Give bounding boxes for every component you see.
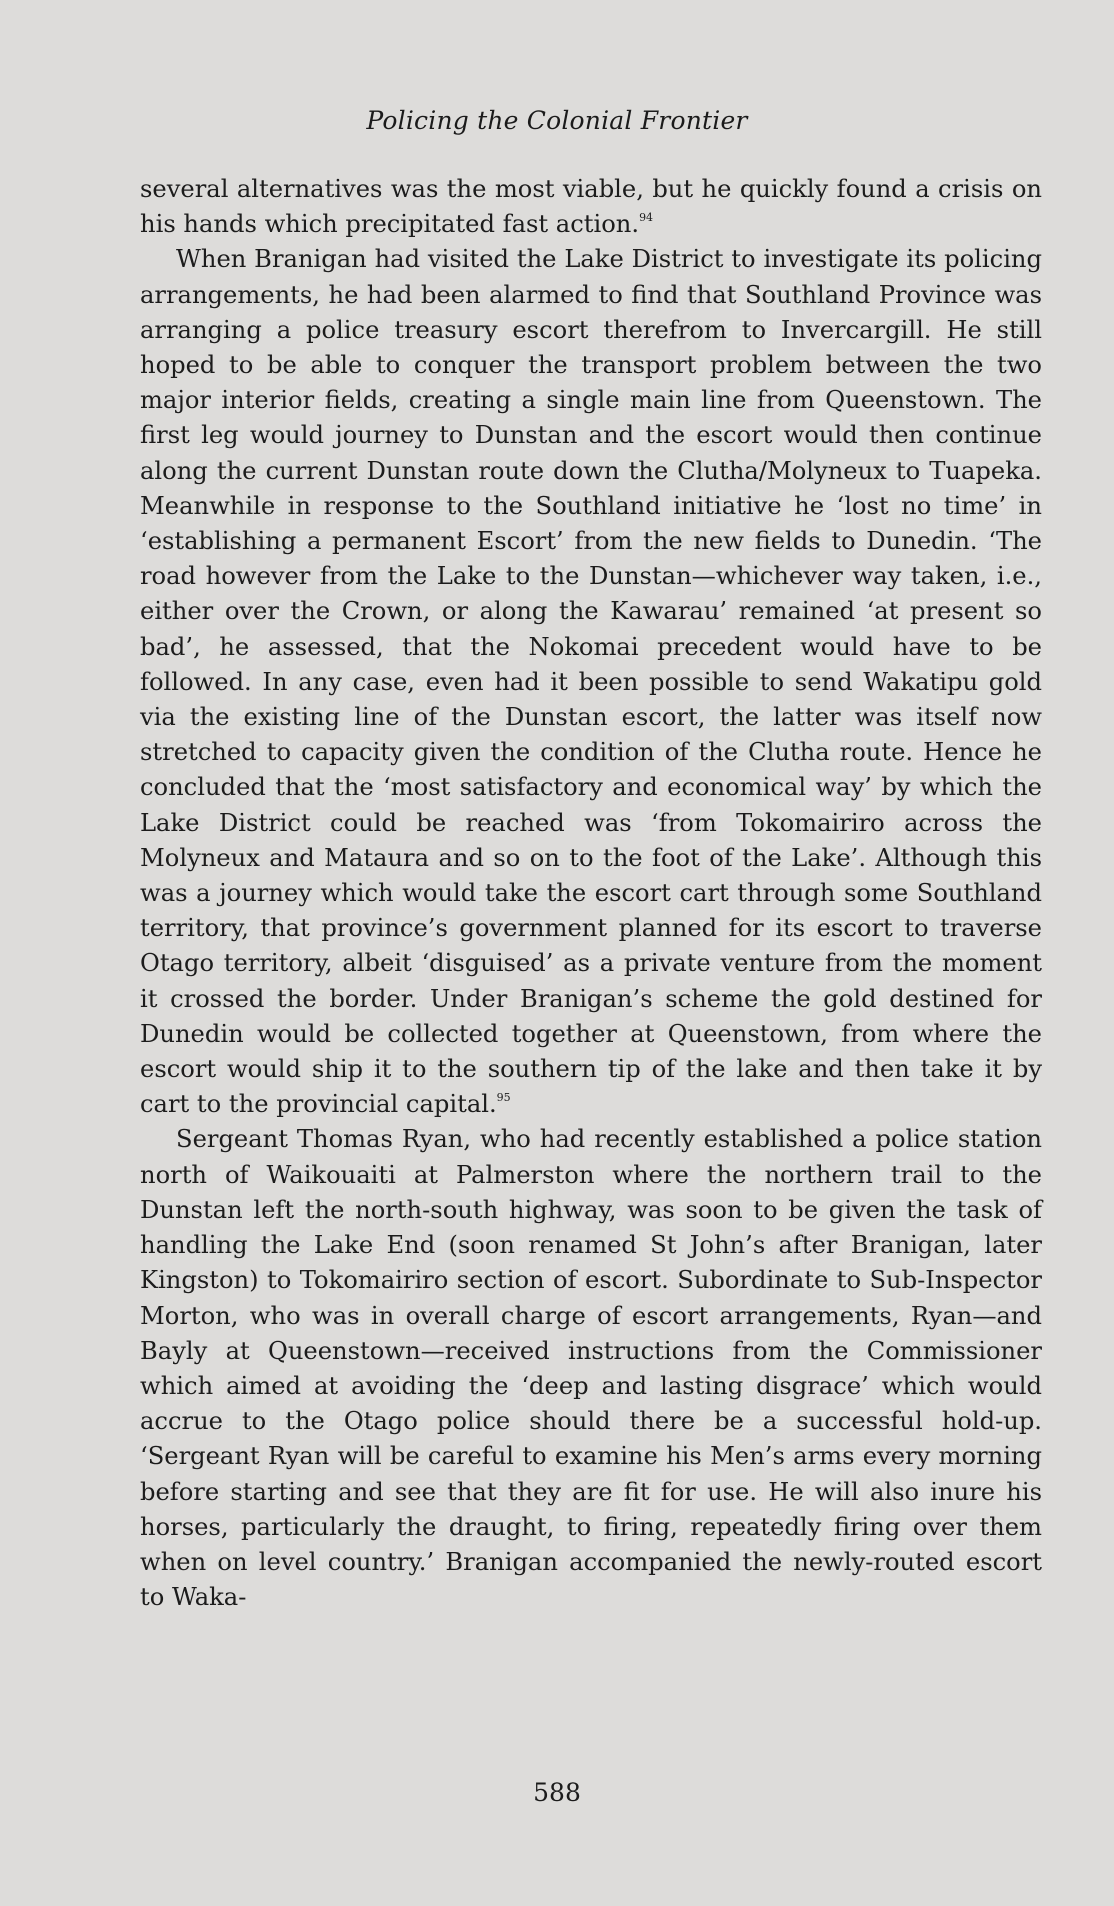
footnote-ref: 94 bbox=[639, 211, 654, 225]
footnote-ref: 95 bbox=[496, 1091, 511, 1105]
paragraph-text: When Branigan had visited the Lake District to investigate its policing arrangements, he had been alarmed to find that Southland Province was arranging a police treasury escort therefrom to Invercargill. He still hoped to be able to conquer the transport problem between the two major interior fields, creating a single main line from Queenstown. The first leg would journey to Dunstan and the escort would then continue along the current Dunstan route down the Clutha/Molyneux to Tuapeka. Meanwhile in response to the Southland initiative he ‘lost no time’ in ‘establishing a permanent Escort’ from the new fields to Dunedin. ‘The road however from the Lake to the Dunstan—whichever way taken, i.e., either over the Crown, or along the Kawarau’ remained ‘at present so bad’, he assessed, that the Nokomai precedent would have to be followed. In any case, even had it been possible to send Wakatipu gold via the existing line of the Dunstan escort, the latter was itself now stretched to capacity given the condition of the Clutha route. Hence he concluded that the ‘most satisfactory and economical way’ by which the Lake District could be reached was ‘from Tokomairiro across the Molyneux and Mataura and so on to the foot of the Lake’. Although this was a journey which would take the escort cart through some Southland territory, that province’s government planned for its escort to traverse Otago territory, albeit ‘disguised’ as a private venture from the moment it crossed the border. Under Branigan’s scheme the gold destined for Dunedin would be collected together at Queenstown, from where the escort would ship it to the southern tip of the lake and then take it by cart to the provincial capital. bbox=[140, 245, 1042, 1119]
paragraph-continued bbox=[140, 172, 1042, 242]
body-text bbox=[140, 172, 1042, 1615]
paragraph bbox=[140, 242, 1042, 1122]
paragraph-text: several alternatives was the most viable, but he quickly found a crisis on his hands which precipitated fast action. bbox=[140, 175, 1042, 239]
running-head: Policing the Colonial Frontier bbox=[366, 106, 748, 135]
paragraph-text: Sergeant Thomas Ryan, who had recently established a police station north of Waikouaiti at Palmerston where the northern trail to the Dunstan left the north-south highway, was soon to be given the task of handling the Lake End (soon renamed St John’s after Branigan, later Kingston) to Tokomairiro section of escort. Subordinate to Sub-Inspector Morton, who was in overall charge of escort arrangements, Ryan—and Bayly at Queenstown—received instructions from the Commissioner which aimed at avoiding the ‘deep and lasting disgrace’ which would accrue to the Otago police should there be a successful hold-up. ‘Sergeant Ryan will be careful to examine his Men’s arms every morning before starting and see that they are fit for use. He will also inure his horses, particularly the draught, to firing, repeatedly firing over them when on level country.’ Branigan accompanied the newly-routed escort to Waka- bbox=[140, 1125, 1042, 1612]
page-number: 588 bbox=[533, 1778, 581, 1807]
paragraph bbox=[140, 1122, 1042, 1615]
